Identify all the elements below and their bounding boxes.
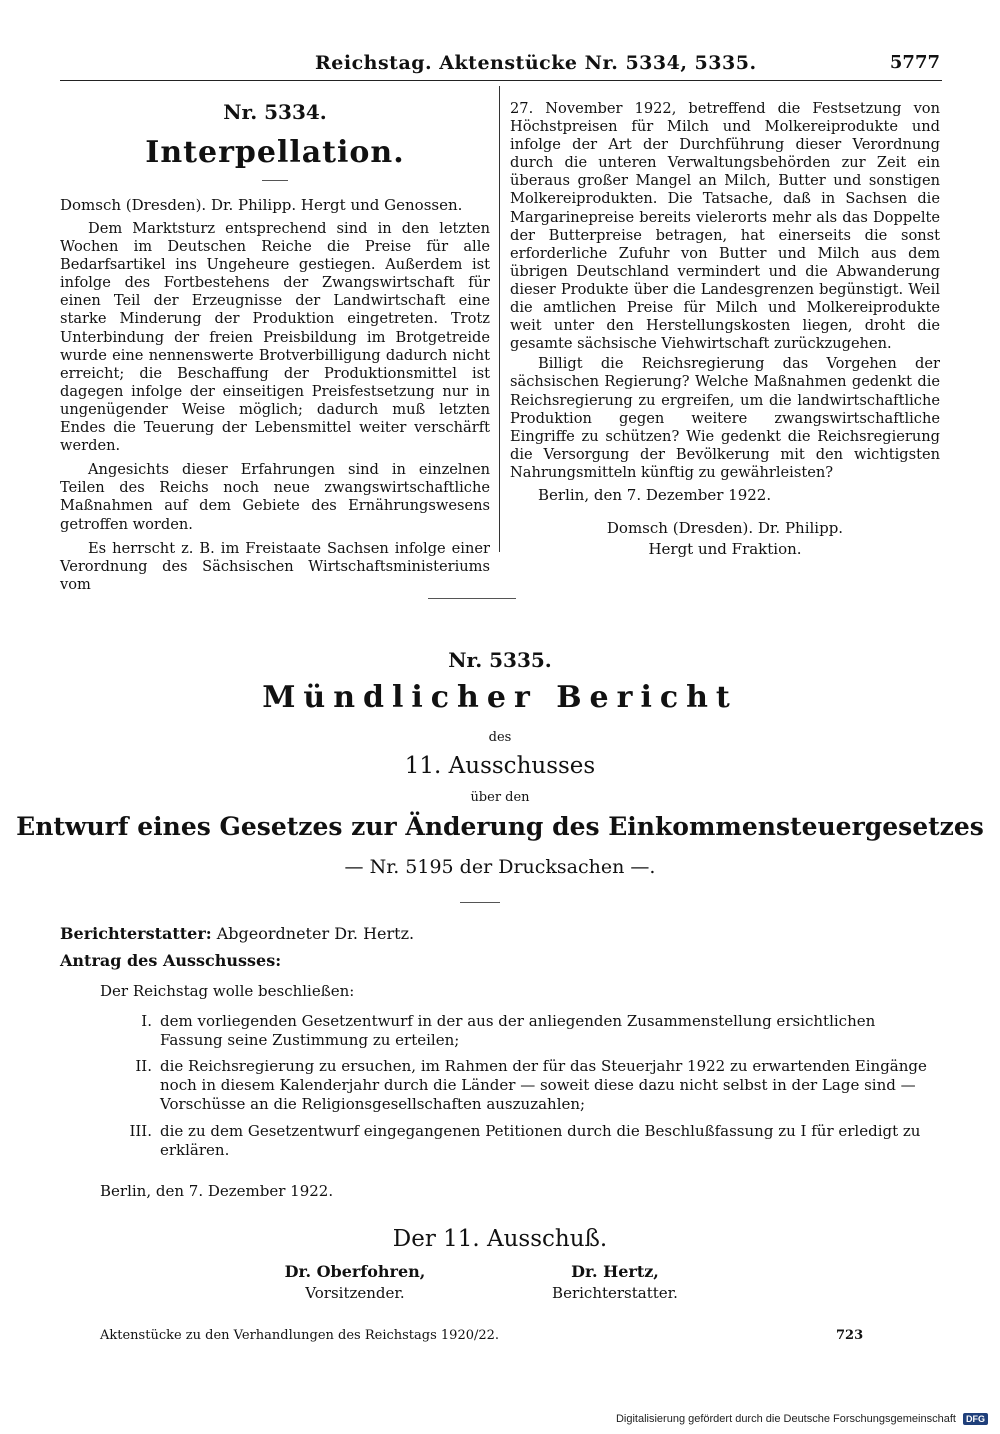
paragraph: Angesichts dieser Erfahrungen sind in einzelnen Teilen des Reichs noch neue zwangswirtschaftliche Maßnahmen auf dem Gebiete des Ernährungswesens getroffen worden. [60, 461, 490, 533]
text-des: des [488, 730, 512, 745]
paragraph: Es herrscht z. B. im Freistaate Sachsen infolge einer Verordnung des Sächsischen Wirtschaftsministeriums vom [60, 539, 490, 593]
chair-name: Dr. Oberfohren, [284, 1262, 426, 1281]
doc-number-5334: Nr. 5334. [223, 100, 327, 124]
column-divider [499, 86, 500, 552]
doc-number-5335: Nr. 5335. [448, 648, 552, 672]
list-text-line: Fassung seine Zustimmung zu erteilen; [160, 1031, 460, 1049]
committee-name: 11. Ausschusses [404, 753, 596, 779]
list-text-line: erklären. [160, 1141, 230, 1159]
doc-title-bericht: Mündlicher Bericht [262, 680, 738, 715]
list-text-line: die zu dem Gesetzentwurf eingegangenen Petitionen durch die Beschlußfassung zu I für erledigt zu [160, 1122, 921, 1140]
doc-title-interpellation: Interpellation. [145, 135, 405, 170]
list-text-line: die Reichsregierung zu ersuchen, im Rahmen der für das Steuerjahr 1922 zu erwartenden Eingänge [160, 1057, 927, 1075]
list-item [122, 1122, 942, 1162]
title-divider [262, 180, 288, 181]
report-date: Berlin, den 7. Dezember 1922. [100, 1182, 334, 1200]
motion-label: Antrag des Ausschusses: [60, 951, 282, 970]
list-number: II. [135, 1057, 152, 1075]
motion-intro: Der Reichstag wolle beschließen: [100, 982, 355, 1000]
chair-role: Vorsitzender. [305, 1284, 405, 1302]
page-number: 5777 [889, 52, 940, 73]
list-item [122, 1057, 942, 1117]
drucksache-reference: — Nr. 5195 der Drucksachen —. [344, 856, 656, 878]
reporter-signature-role: Berichterstatter. [552, 1284, 678, 1302]
list-text-line: noch in diesem Kalenderjahr durch die Länder — soweit diese dazu nicht selbst in der Lage sind — [160, 1076, 916, 1094]
signature-line-2: Hergt und Fraktion. [648, 540, 802, 558]
reporter-label: Berichterstatter: [60, 924, 212, 943]
digitization-credit [616, 1413, 988, 1425]
interpellation-right-text [510, 100, 940, 482]
committee-signatory: Der 11. Ausschuß. [392, 1226, 608, 1252]
credit-text: Digitalisierung gefördert durch die Deutsche Forschungsgemeinschaft [615, 1413, 956, 1425]
list-number: III. [129, 1122, 152, 1140]
interpellation-authors: Domsch (Dresden). Dr. Philipp. Hergt und Genossen. [60, 196, 463, 214]
list-text-line: dem vorliegenden Gesetzentwurf in der aus der anliegenden Zusammenstellung ersichtlichen [160, 1012, 876, 1030]
interpellation-date: Berlin, den 7. Dezember 1922. [538, 486, 772, 504]
reporter-name: Abgeordneter Dr. Hertz. [216, 924, 415, 943]
reporter-line [60, 924, 414, 943]
reporter-signature-name: Dr. Hertz, [571, 1262, 659, 1281]
list-number: I. [141, 1012, 152, 1030]
paragraph: 27. November 1922, betreffend die Festsetzung von Höchstpreisen für Milch und Molkereiprodukte und infolge der Art der Durchführung dieser Verordnung durch die unteren Verwaltungsbehörden zur Zeit ein überaus großer Mangel an Milch, Butter und sonstigen Molkereiprodukten. Die Tatsache, daß in Sachsen die Margarinepreise bereits vielerorts mehr als das Doppelte der Butterpreise betragen, hat einerseits die sonst erforderliche Zufuhr von Butter und Milch aus dem übrigen Deutschland vermindert und die Abwanderung dieser Produkte über die Landesgrenzen begünstigt. Weil die amtlichen Preise für Milch und Molkereiprodukte weit unter den Herstellungskosten liegen, droht die gesamte sächsische Viehwirtschaft zurückzugehen. [510, 100, 940, 353]
footer-page-code: 723 [836, 1328, 864, 1343]
running-header [0, 52, 1000, 80]
signature-line-1: Domsch (Dresden). Dr. Philipp. [606, 519, 844, 537]
subject-divider [460, 902, 500, 903]
paragraph: Dem Marktsturz entsprechend sind in den letzten Wochen im Deutschen Reiche die Preise für alle Bedarfsartikel ins Ungeheure gestiegen. Außerdem ist infolge des Fortbestehens der Zwangswirtschaft für einen Teil der Erzeugnisse der Landwirtschaft eine starke Minderung der Produktion eingetreten. Trotz Unterbindung der freien Preisbildung im Brotgetreide wurde eine nennenswerte Brotverbilligung dadurch nicht erreicht; die Beschaffung der Produktionsmittel ist dagegen infolge der einseitigen Preisfestsetzung nur in ungenügender Weise möglich; dadurch muß letzten Endes die Teuerung der Lebensmittel weiter verschärft werden. [60, 220, 490, 455]
header-rule [60, 80, 942, 81]
bill-subject: Entwurf eines Gesetzes zur Änderung des Einkommensteuergesetzes [16, 812, 984, 841]
list-item [122, 1012, 942, 1052]
section-separator [428, 598, 516, 599]
header-title: Reichstag. Aktenstücke Nr. 5334, 5335. [315, 52, 757, 74]
list-text-line: Vorschüsse an die Religionsgesellschaften auszuzahlen; [160, 1095, 586, 1113]
footer-source: Aktenstücke zu den Verhandlungen des Reichstags 1920/22. [100, 1328, 500, 1343]
paragraph: Billigt die Reichsregierung das Vorgehen der sächsischen Regierung? Welche Maßnahmen gedenkt die Reichsregierung zu ergreifen, um die landwirtschaftliche Produktion gegen weitere zwangswirtschaftliche Eingriffe zu schützen? Wie gedenkt die Reichsregierung die Versorgung der Bevölkerung mit den wichtigsten Nahrungsmitteln künftig zu gewährleisten? [510, 355, 940, 481]
text-ueber: über den [470, 790, 530, 805]
dfg-logo-icon: DFG [963, 1413, 988, 1425]
interpellation-left-text [60, 220, 490, 594]
